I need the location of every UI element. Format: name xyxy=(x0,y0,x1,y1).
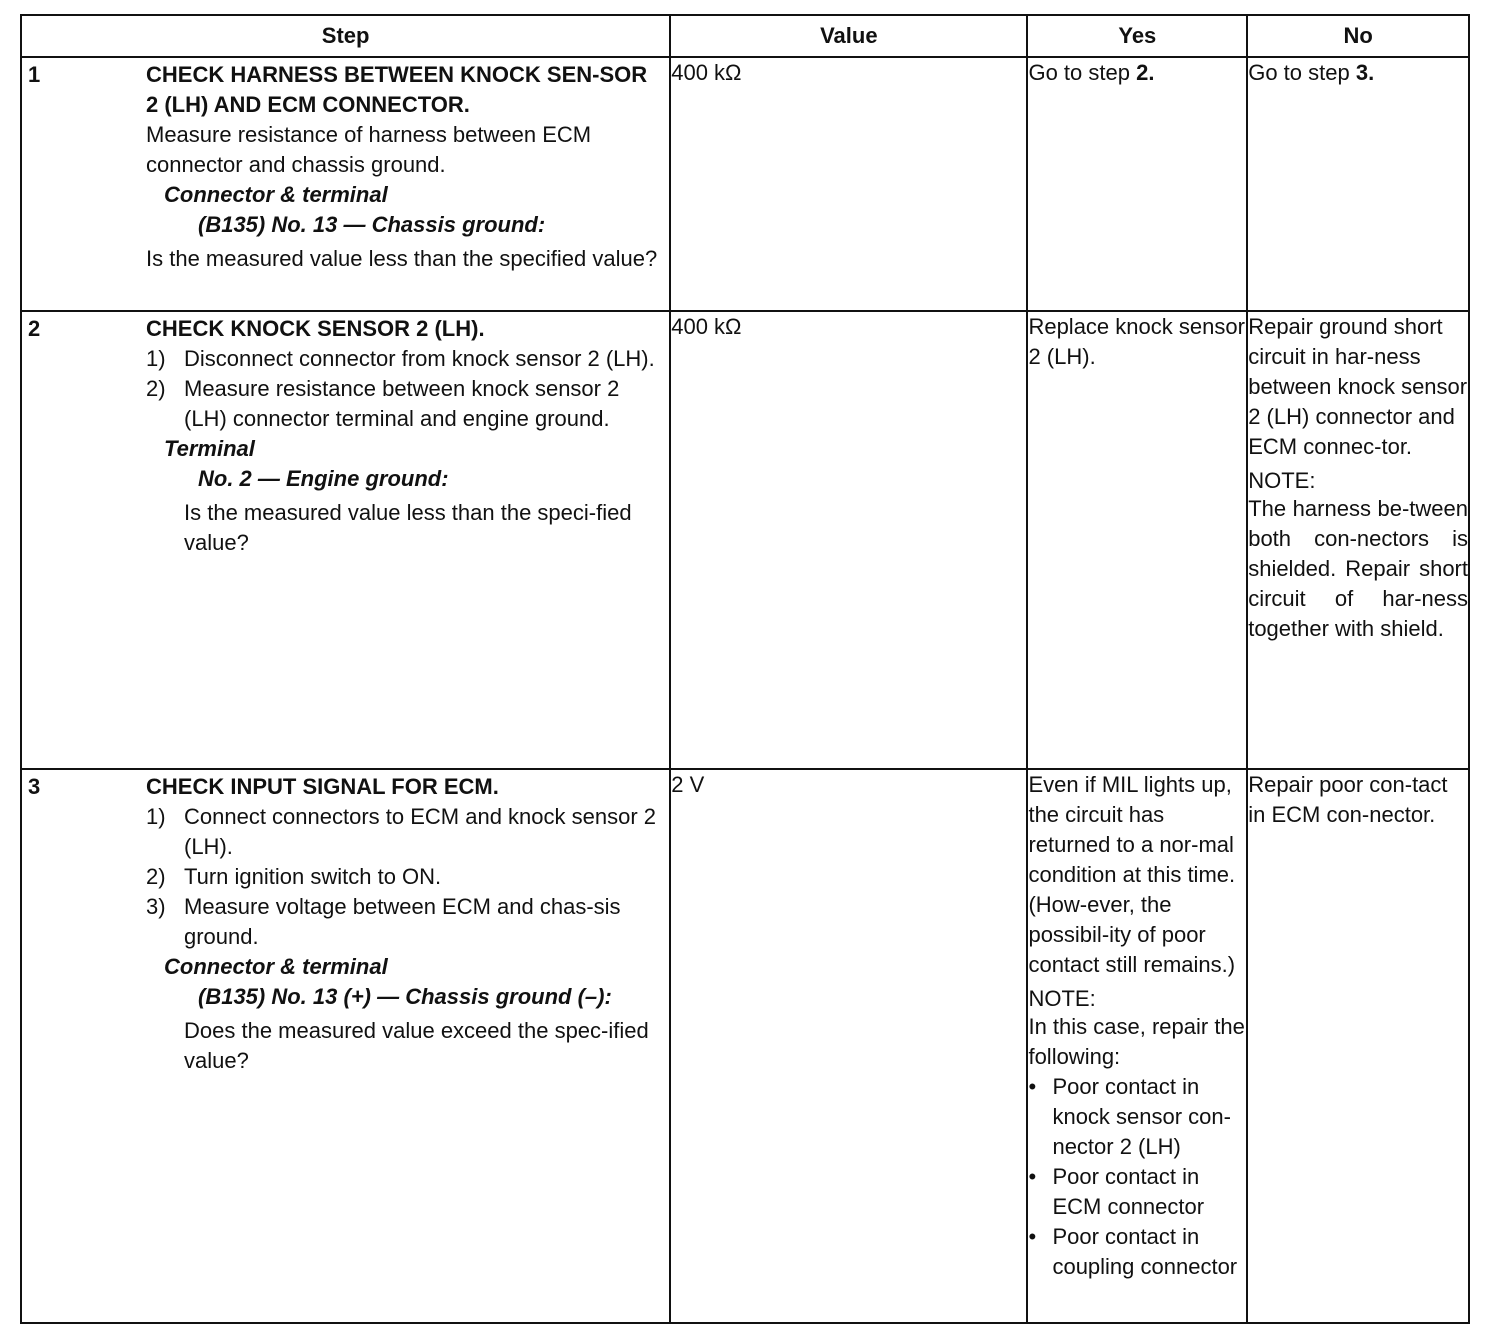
list-item-text: Poor contact in knock sensor con-nector 2 (LH) xyxy=(1052,1074,1231,1159)
step-cell xyxy=(21,311,670,769)
yes-text: Go to step xyxy=(1028,60,1137,85)
step-title: CHECK KNOCK SENSOR 2 (LH). xyxy=(146,316,485,341)
step-question: Does the measured value exceed the spec-ified value? xyxy=(184,1018,649,1073)
value-cell: 400 kΩ xyxy=(670,311,1027,769)
note-text: The harness be-tween both con-nectors is shielded. Repair short circuit of har-ness together with shield. xyxy=(1248,496,1468,641)
no-cell xyxy=(1247,57,1469,311)
yes-cell: Replace knock sensor 2 (LH). xyxy=(1027,311,1247,769)
header-yes: Yes xyxy=(1027,15,1247,57)
table-row xyxy=(21,57,1469,311)
step-number: 2 xyxy=(28,316,41,341)
step-question: Is the measured value less than the speci-fied value? xyxy=(184,500,632,555)
list-item xyxy=(146,862,665,892)
list-item xyxy=(146,802,665,862)
value-cell: 2 V xyxy=(670,769,1027,1323)
list-item-text: Measure voltage between ECM and chas-sis ground. xyxy=(184,894,621,949)
list-item-number: 3) xyxy=(146,894,166,919)
header-step: Step xyxy=(21,15,670,57)
no-text: Go to step xyxy=(1248,60,1356,85)
step-title: CHECK HARNESS BETWEEN KNOCK SEN-SOR 2 (LH) AND ECM CONNECTOR. xyxy=(146,62,648,117)
list-item xyxy=(1028,1222,1246,1282)
step-instruction: Measure resistance of harness between ECM connector and chassis ground. xyxy=(146,122,592,177)
bullet-icon: • xyxy=(1028,1164,1037,1189)
list-item-number: 1) xyxy=(146,804,166,829)
connector-label: Connector & terminal xyxy=(164,182,388,207)
list-item-number: 2) xyxy=(146,864,166,889)
list-item-text: Disconnect connector from knock sensor 2 (LH). xyxy=(184,346,655,371)
terminal-spec: No. 2 — Engine ground: xyxy=(198,466,449,491)
bullet-icon: • xyxy=(1028,1224,1037,1249)
header-row xyxy=(21,15,1469,57)
yes-text: Even if MIL lights up, the circuit has returned to a nor-mal condition at this time. (How-ever, the possibil-ity of poor contact still remains.) xyxy=(1028,772,1236,977)
connector-label: Connector & terminal xyxy=(164,954,388,979)
connector-spec: (B135) No. 13 (+) — Chassis ground (–): xyxy=(198,984,612,1009)
connector-spec: (B135) No. 13 — Chassis ground: xyxy=(198,212,546,237)
step-cell xyxy=(21,57,670,311)
list-item xyxy=(146,892,665,952)
no-cell xyxy=(1247,311,1469,769)
terminal-label: Terminal xyxy=(164,436,255,461)
header-value: Value xyxy=(670,15,1027,57)
note-label: NOTE: xyxy=(1028,986,1096,1011)
list-item xyxy=(1028,1072,1246,1162)
header-no: No xyxy=(1247,15,1469,57)
step-number: 3 xyxy=(28,774,41,799)
yes-cell xyxy=(1027,769,1247,1323)
value-cell: 400 kΩ xyxy=(670,57,1027,311)
step-number: 1 xyxy=(28,62,41,87)
list-item-text: Poor contact in coupling connector xyxy=(1052,1224,1238,1279)
list-item-text: Connect connectors to ECM and knock sensor 2 (LH). xyxy=(184,804,657,859)
note-label: NOTE: xyxy=(1248,468,1316,493)
yes-step-ref: 2. xyxy=(1136,60,1155,85)
no-step-ref: 3. xyxy=(1355,60,1375,85)
step-question: Is the measured value less than the specified value? xyxy=(146,246,658,271)
list-item xyxy=(1028,1162,1246,1222)
diagnostic-table xyxy=(20,14,1470,1324)
no-text: Repair ground short circuit in har-ness between knock sensor 2 (LH) connector and ECM connec-tor. xyxy=(1248,314,1468,459)
table-row xyxy=(21,769,1469,1323)
list-item-text: Turn ignition switch to ON. xyxy=(184,864,442,889)
list-item xyxy=(146,344,665,374)
step-title: CHECK INPUT SIGNAL FOR ECM. xyxy=(146,774,499,799)
no-cell: Repair poor con-tact in ECM con-nector. xyxy=(1247,769,1469,1323)
note-text: In this case, repair the following: xyxy=(1028,1014,1245,1069)
table-row xyxy=(21,311,1469,769)
list-item-number: 2) xyxy=(146,376,166,401)
list-item xyxy=(146,374,665,434)
bullet-icon: • xyxy=(1028,1074,1037,1099)
list-item-number: 1) xyxy=(146,346,166,371)
list-item-text: Poor contact in ECM connector xyxy=(1052,1164,1205,1219)
list-item-text: Measure resistance between knock sensor 2 (LH) connector terminal and engine ground. xyxy=(184,376,620,431)
yes-cell xyxy=(1027,57,1247,311)
step-cell xyxy=(21,769,670,1323)
